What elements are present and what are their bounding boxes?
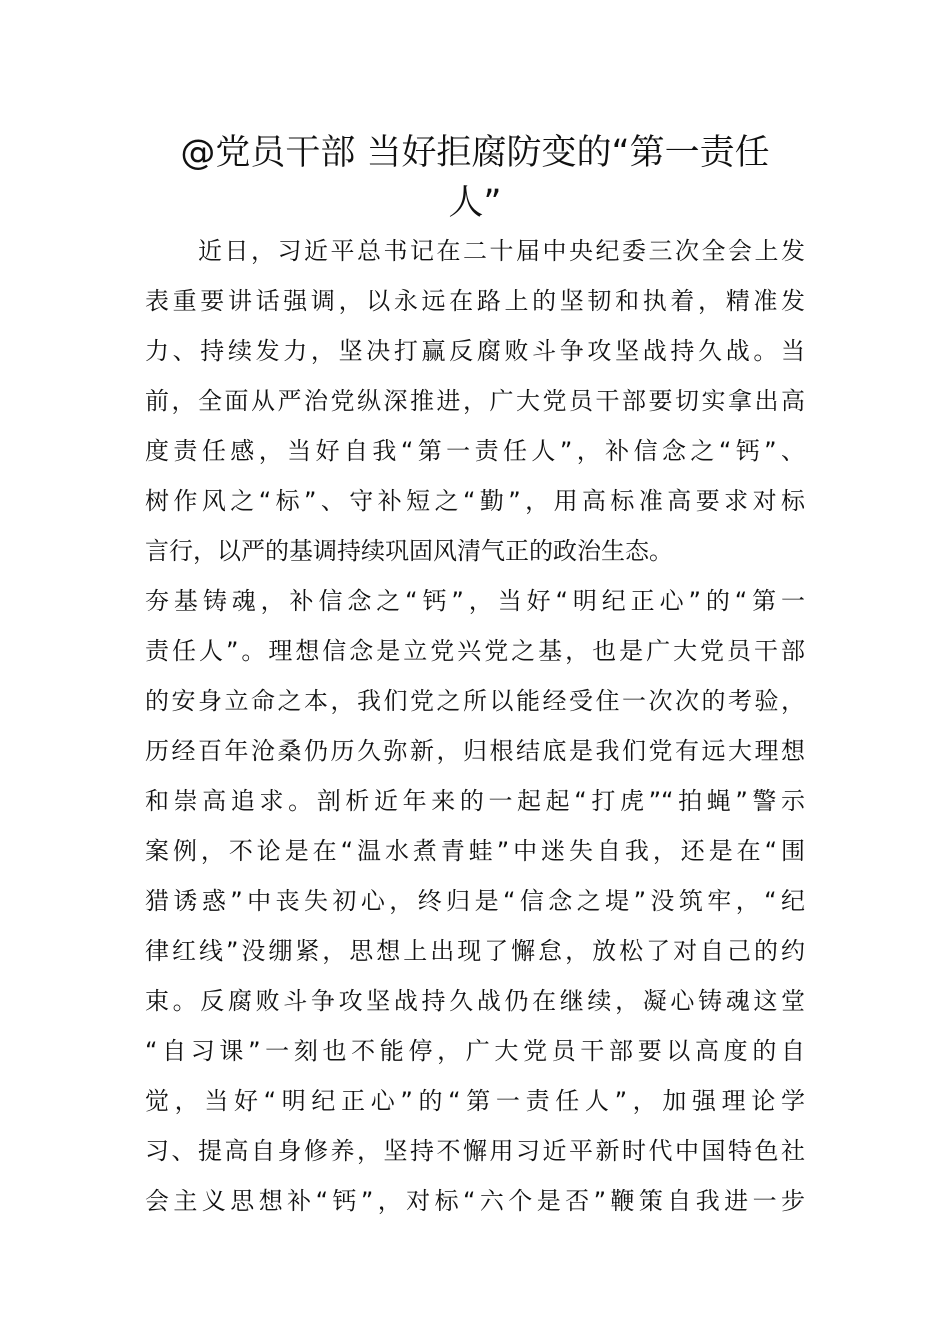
body-line: 束。反腐败斗争攻坚战持久战仍在继续，凝心铸魂这堂 <box>145 987 805 1015</box>
body-line: 猎诱惑”中丧失初心，终归是“信念之堤”没筑牢，“纪 <box>145 887 805 915</box>
body-line: 责任人”。理想信念是立党兴党之基，也是广大党员干部 <box>145 637 805 665</box>
body-line: 案例，不论是在“温水煮青蛙”中迷失自我，还是在“围 <box>145 837 805 865</box>
body-line: 度责任感，当好自我“第一责任人”，补信念之“钙”、 <box>145 437 805 465</box>
body-line: 言行，以严的基调持续巩固风清气正的政治生态。 <box>145 537 673 565</box>
body-line: 历经百年沧桑仍历久弥新，归根结底是我们党有远大理想 <box>145 737 805 765</box>
body-line: “自习课”一刻也不能停，广大党员干部要以高度的自 <box>145 1037 805 1065</box>
body-line: 夯基铸魂，补信念之“钙”，当好“明纪正心”的“第一 <box>145 587 805 615</box>
body-line: 力、持续发力，坚决打赢反腐败斗争攻坚战持久战。当 <box>145 337 805 365</box>
title-line: @党员干部 当好拒腐防变的“第一责任 <box>180 133 770 173</box>
body-line: 前，全面从严治党纵深推进，广大党员干部要切实拿出高 <box>145 387 805 415</box>
body-line: 近日，习近平总书记在二十届中央纪委三次全会上发 <box>145 237 805 265</box>
article-body <box>145 226 805 1226</box>
body-line: 的安身立命之本，我们党之所以能经受住一次次的考验， <box>145 687 805 715</box>
body-line: 表重要讲话强调，以永远在路上的坚韧和执着，精准发 <box>145 287 805 315</box>
body-line: 习、提高自身修养，坚持不懈用习近平新时代中国特色社 <box>145 1137 805 1165</box>
body-line: 觉，当好“明纪正心”的“第一责任人”，加强理论学 <box>145 1087 805 1115</box>
title-line: 人” <box>448 183 502 223</box>
body-line: 树作风之“标”、守补短之“勤”，用高标准高要求对标 <box>145 487 805 515</box>
body-line: 会主义思想补“钙”，对标“六个是否”鞭策自我进一步 <box>145 1187 805 1215</box>
body-line: 律红线”没绷紧，思想上出现了懈怠，放松了对自己的约 <box>145 937 805 965</box>
body-line: 和崇高追求。剖析近年来的一起起“打虎”“拍蝇”警示 <box>145 787 805 815</box>
document-title <box>145 128 805 228</box>
